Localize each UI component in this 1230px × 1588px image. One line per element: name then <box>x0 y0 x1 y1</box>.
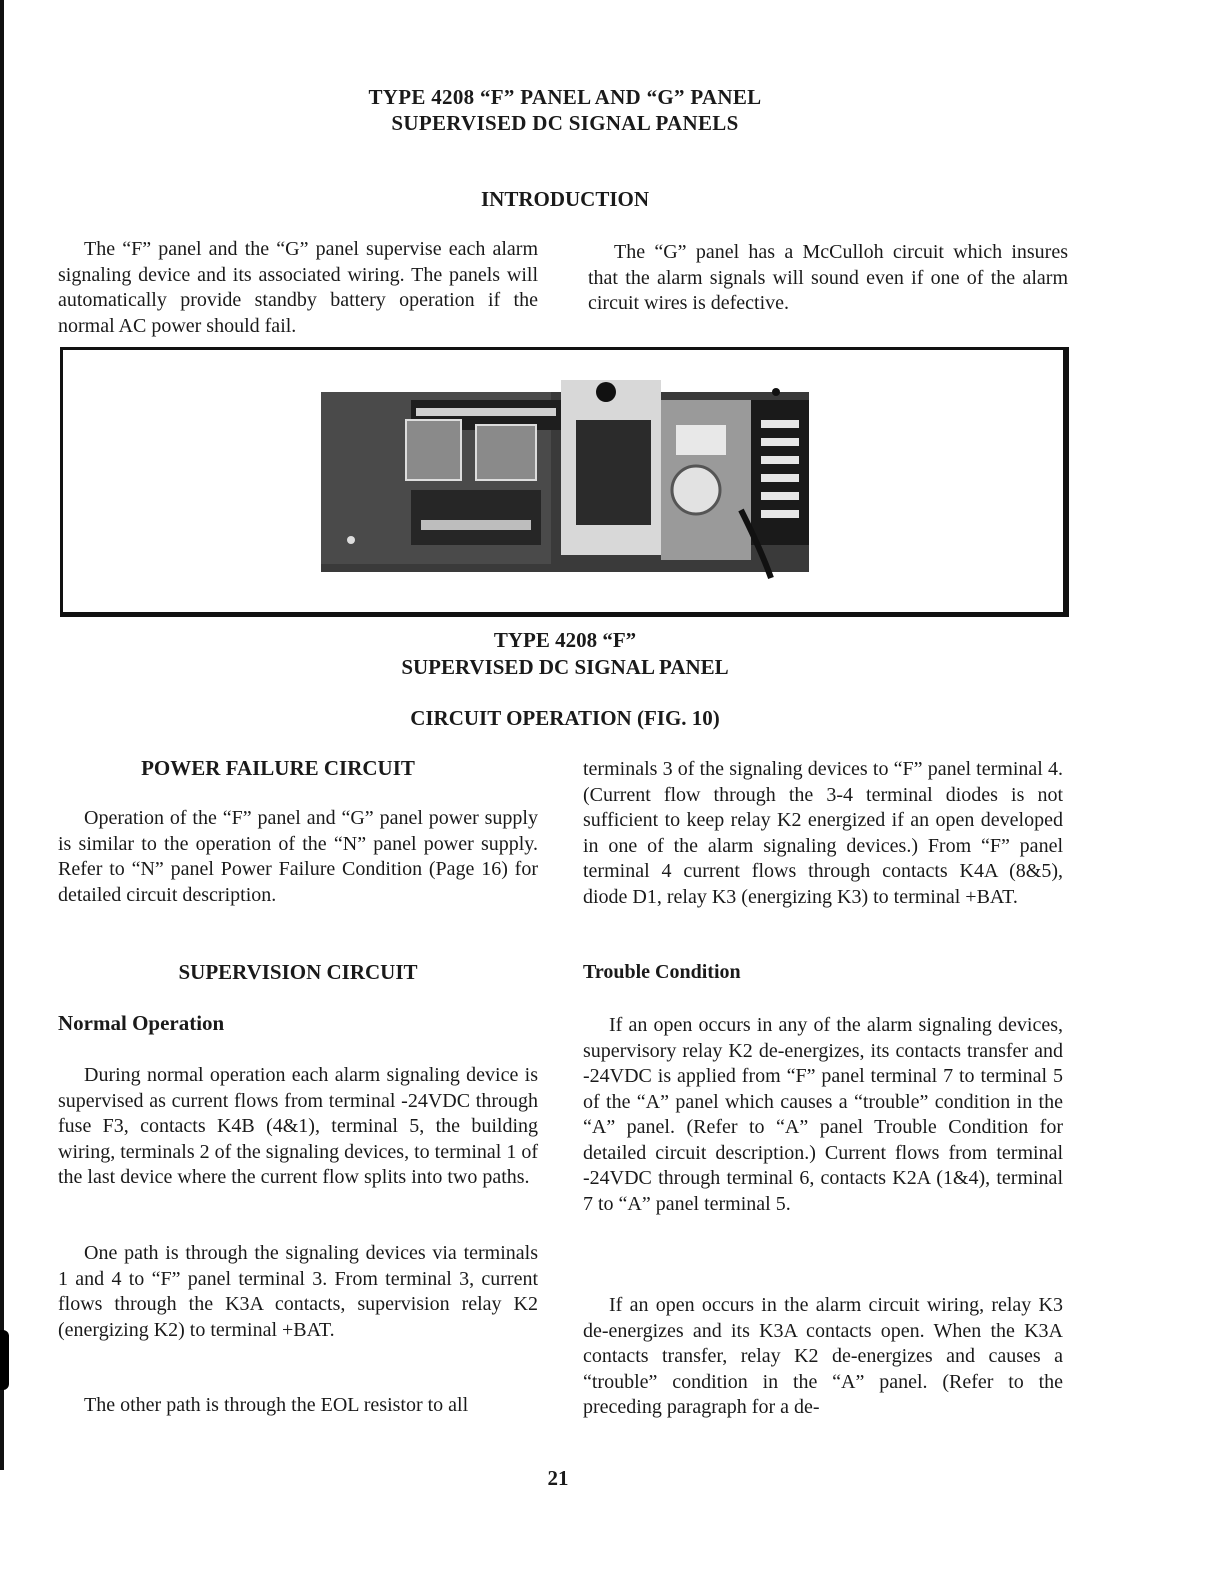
introduction-para-left: The “F” panel and the “G” panel supervise each alarm signaling device and its associated wiring. The panels will automatically provide standby battery operation if the normal AC power should fail. <box>58 238 538 337</box>
normal-operation-para-2: One path is through the signaling devices via terminals 1 and 4 to “F” panel terminal 3. From terminal 3, current flows through the K3A contacts, supervision relay K2 (energizing K2) to terminal +BAT. <box>58 1242 538 1341</box>
trouble-condition-heading: Trouble Condition <box>583 961 741 983</box>
circuit-operation-heading: CIRCUIT OPERATION (FIG. 10) <box>410 706 720 730</box>
page-title-line-1: TYPE 4208 “F” PANEL AND “G” PANEL <box>368 85 762 109</box>
normal-operation-heading: Normal Operation <box>58 1011 225 1035</box>
page-number: 21 <box>547 1466 569 1490</box>
figure-caption-line-1: TYPE 4208 “F” <box>493 628 637 652</box>
supervision-continuation-text: terminals 3 of the signaling devices to “F” panel terminal 4. (Current flow through the 3-4 terminal diodes is not sufficient to keep relay K2 energized if an open developed in one of the alarm signaling devices.) From “F” panel terminal 4 current flows through contacts K4A (8&5), diode D1, relay K3 (energizing K3) to terminal +BAT. <box>583 758 1063 908</box>
supervision-heading: SUPERVISION CIRCUIT <box>178 960 418 984</box>
page-title-line-2: SUPERVISED DC SIGNAL PANELS <box>391 111 739 135</box>
scan-artifact <box>0 1330 9 1390</box>
normal-operation-para-3: The other path is through the EOL resistor to all <box>84 1394 469 1416</box>
figure-caption-line-2: SUPERVISED DC SIGNAL PANEL <box>401 655 729 679</box>
trouble-condition-para-2: If an open occurs in the alarm circuit wiring, relay K3 de-energizes and its K3A contacts open. When the K3A contacts transfer, relay K2 de-energizes and causes a “trouble” condition in the “A” panel. (Refer to the preceding paragraph for a de- <box>583 1294 1063 1418</box>
normal-operation-para-1: During normal operation each alarm signaling device is supervised as current flows from terminal -24VDC through fuse F3, contacts K4B (4&1), terminal 5, the building wiring, terminals 2 of the signaling devices, to terminal 1 of the last device where the current flow splits into two paths. <box>58 1064 538 1188</box>
power-failure-heading: POWER FAILURE CIRCUIT <box>141 756 415 780</box>
power-failure-text: Operation of the “F” panel and “G” panel power supply is similar to the operation of the “N” panel power supply. Refer to “N” panel Power Failure Condition (Page 16) for detailed circuit description. <box>58 807 538 906</box>
trouble-condition-para-1: If an open occurs in any of the alarm signaling devices, supervisory relay K2 de-energizes, its contacts transfer and -24VDC is applied from “F” panel terminal 7 to terminal 5 of the “A” panel which causes a “trouble” condition in the “A” panel. (Refer to “A” panel Trouble Condition for detailed circuit description.) Current flows from terminal -24VDC through terminal 6, contacts K2A (1&4), terminal 7 to “A” panel terminal 5. <box>583 1014 1063 1215</box>
scan-edge <box>0 0 4 1470</box>
introduction-heading: INTRODUCTION <box>480 187 650 211</box>
figure-frame <box>60 347 1069 617</box>
introduction-para-right: The “G” panel has a McCulloh circuit which insures that the alarm signals will sound even if one of the alarm circuit wires is defective. <box>588 241 1068 314</box>
panel-photo <box>321 380 809 580</box>
